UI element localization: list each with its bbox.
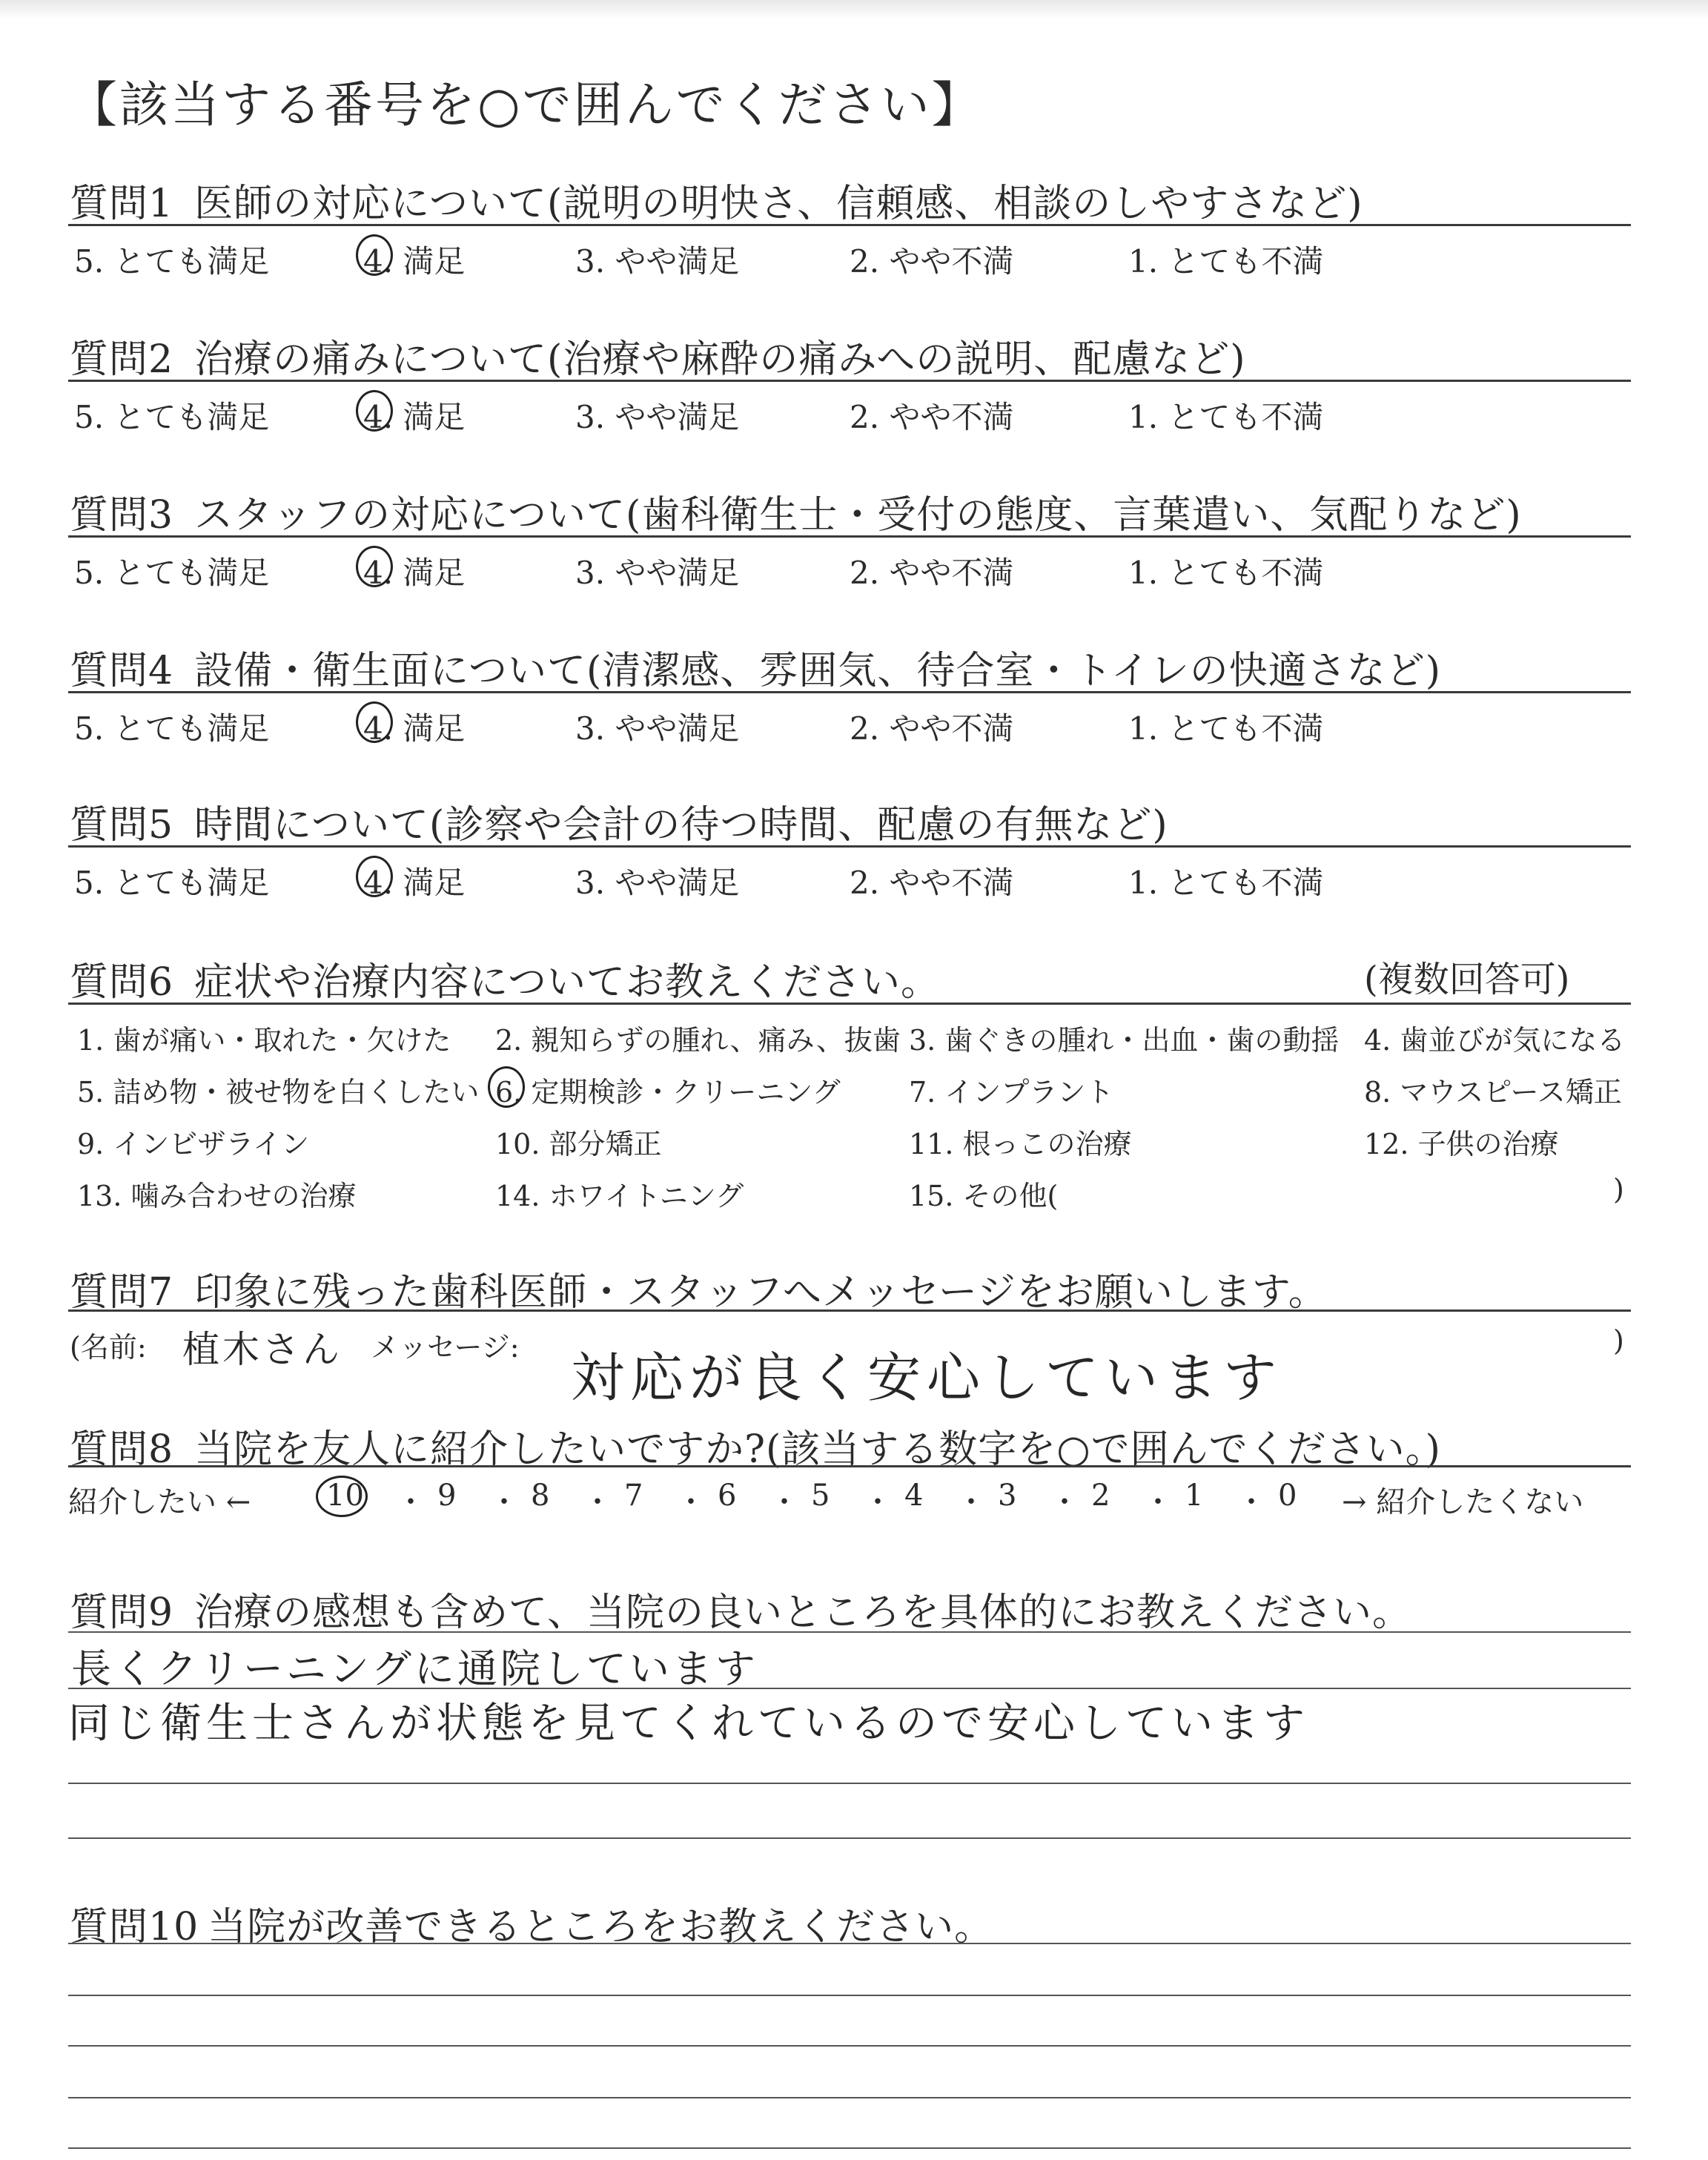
scan-edge — [0, 0, 1708, 19]
option-1[interactable]: 1. とても不満 — [1128, 555, 1324, 591]
question-number: 質問5 — [70, 803, 174, 848]
question-text: スタッフの対応について(歯科衛生士・受付の態度、言葉遣い、気配りなど) — [194, 493, 1522, 538]
divider — [68, 535, 1631, 538]
option-2[interactable]: 2. やや不満 — [850, 555, 1014, 591]
q6-option-7[interactable]: 7. インプラント — [909, 1076, 1114, 1109]
option-3[interactable]: 3. やや満足 — [575, 865, 740, 901]
selection-circle: 4. 満足 — [363, 859, 465, 903]
selection-circle: 4. 満足 — [363, 393, 465, 437]
selection-circle: 4. 満足 — [363, 237, 465, 282]
option-5[interactable]: 5. とても満足 — [74, 243, 270, 280]
q6-option-12[interactable]: 12. 子供の治療 — [1364, 1128, 1559, 1160]
option-2[interactable]: 2. やや不満 — [850, 243, 1014, 280]
question-7-title — [70, 1261, 1328, 1316]
scale-1[interactable]: 1 — [1185, 1479, 1204, 1513]
scale-4[interactable]: 4 — [904, 1479, 924, 1513]
question-text: 設備・衛生面について(清潔感、雰囲気、待合室・トイレの快適さなど) — [194, 649, 1442, 693]
option-1[interactable]: 1. とても不満 — [1128, 243, 1324, 280]
scale-separator: ・ — [769, 1485, 799, 1519]
answer-line — [68, 1631, 1631, 1633]
answer-line — [68, 1943, 1631, 1944]
scale-separator: ・ — [1143, 1485, 1173, 1519]
question-text: 当院を友人に紹介したいですか?(該当する数字を○で囲んでください。) — [194, 1427, 1441, 1472]
option-2[interactable]: 2. やや不満 — [850, 865, 1014, 901]
question-number: 質問3 — [70, 493, 174, 538]
divider — [68, 1309, 1631, 1312]
question-5-title — [70, 793, 1168, 849]
question-number: 質問2 — [70, 337, 174, 382]
q6-option-6-selected[interactable] — [495, 1069, 841, 1110]
q6-option-4[interactable]: 4. 歯並びが気になる — [1364, 1024, 1626, 1057]
q6-option-2[interactable]: 2. 親知らずの腫れ、痛み、抜歯 — [495, 1024, 901, 1057]
q6-option-11[interactable]: 11. 根っこの治療 — [909, 1128, 1132, 1160]
scale-separator: ・ — [583, 1485, 612, 1519]
q6-option-15[interactable]: 15. その他( — [909, 1180, 1059, 1212]
scale-10-selected[interactable] — [326, 1479, 364, 1513]
question-3-title — [70, 483, 1522, 539]
answer-line — [68, 2045, 1631, 2047]
question-text: 印象に残った歯科医師・スタッフへメッセージをお願いします。 — [194, 1270, 1328, 1315]
scale-5[interactable]: 5 — [811, 1479, 830, 1513]
q6-option-1[interactable]: 1. 歯が痛い・取れた・欠けた — [77, 1024, 451, 1057]
q9-answer-line-2[interactable]: 同じ衛生士さんが状態を見てくれているので安心しています — [68, 1700, 1309, 1748]
q6-option-14[interactable]: 14. ホワイトニング — [495, 1180, 744, 1212]
scale-separator: ・ — [396, 1485, 426, 1519]
q6-option-5[interactable]: 5. 詰め物・被せ物を白くしたい — [77, 1076, 480, 1109]
option-2[interactable]: 2. やや不満 — [850, 399, 1014, 435]
option-5[interactable]: 5. とても満足 — [74, 865, 270, 901]
option-4-selected[interactable] — [363, 704, 465, 749]
scale-3[interactable]: 3 — [998, 1479, 1017, 1513]
message-label: メッセージ: — [371, 1331, 520, 1364]
scale-8[interactable]: 8 — [531, 1479, 550, 1513]
q6-option-13[interactable]: 13. 噛み合わせの治療 — [77, 1180, 357, 1212]
option-3[interactable]: 3. やや満足 — [575, 710, 740, 747]
option-4-selected[interactable] — [363, 859, 465, 903]
answer-line — [68, 1837, 1631, 1839]
recommend-left-label: 紹介したい ← — [68, 1485, 251, 1519]
divider — [68, 845, 1631, 848]
question-text: 医師の対応について(説明の明快さ、信頼感、相談のしやすさなど) — [194, 182, 1363, 226]
scale-separator: ・ — [489, 1485, 519, 1519]
scale-2[interactable]: 2 — [1091, 1479, 1110, 1513]
question-1-title — [70, 172, 1363, 228]
question-text: 症状や治療内容についてお教えください。 — [194, 960, 941, 1005]
scale-separator: ・ — [956, 1485, 986, 1519]
question-text: 治療の感想も含めて、当院の良いところを具体的にお教えください。 — [194, 1591, 1412, 1635]
option-3[interactable]: 3. やや満足 — [575, 243, 740, 280]
option-3[interactable]: 3. やや満足 — [575, 555, 740, 591]
q6-other-close-paren: ) — [1613, 1173, 1624, 1206]
question-number: 質問1 — [70, 182, 174, 226]
scale-6[interactable]: 6 — [718, 1479, 737, 1513]
option-3[interactable]: 3. やや満足 — [575, 399, 740, 435]
message-handwritten[interactable]: 対応が良く安心しています — [571, 1347, 1283, 1409]
option-5[interactable]: 5. とても満足 — [74, 555, 270, 591]
option-4-selected[interactable] — [363, 237, 465, 282]
option-5[interactable]: 5. とても満足 — [74, 710, 270, 747]
option-4-selected[interactable] — [363, 549, 465, 593]
scale-separator: ・ — [676, 1485, 706, 1519]
scale-separator: ・ — [863, 1485, 893, 1519]
recommend-right-label: → 紹介したくない — [1342, 1485, 1584, 1519]
name-handwritten[interactable]: 植木さん — [182, 1328, 342, 1371]
scale-0[interactable]: 0 — [1278, 1479, 1297, 1513]
answer-line — [68, 2147, 1631, 2149]
divider — [68, 1003, 1631, 1005]
question-number: 質問7 — [70, 1270, 174, 1315]
divider — [68, 380, 1631, 382]
name-label: (名前: — [70, 1331, 147, 1364]
multiple-answers-note: (複数回答可) — [1364, 959, 1570, 1000]
option-4-selected[interactable] — [363, 393, 465, 437]
question-text: 当院が改善できるところをお教えください。 — [208, 1905, 994, 1949]
scale-separator: ・ — [1050, 1485, 1079, 1519]
scale-9[interactable]: 9 — [437, 1479, 457, 1513]
q6-option-10[interactable]: 10. 部分矯正 — [495, 1128, 662, 1160]
selection-circle: 4. 満足 — [363, 704, 465, 749]
question-number: 質問9 — [70, 1591, 174, 1635]
divider — [68, 224, 1631, 226]
question-2-title — [70, 328, 1246, 383]
answer-line — [68, 1783, 1631, 1784]
q9-answer-line-1[interactable]: 長くクリーニングに通院しています — [71, 1645, 758, 1692]
q6-option-3[interactable]: 3. 歯ぐきの腫れ・出血・歯の動揺 — [909, 1024, 1340, 1057]
q6-option-9[interactable]: 9. インビザライン — [77, 1128, 310, 1160]
divider — [68, 1465, 1631, 1467]
question-number: 質問10 — [70, 1905, 199, 1949]
question-4-title — [70, 639, 1441, 695]
question-text: 治療の痛みについて(治療や麻酔の痛みへの説明、配慮など) — [194, 337, 1246, 382]
question-6-title — [70, 951, 940, 1006]
question-number: 質問8 — [70, 1427, 174, 1472]
option-2[interactable]: 2. やや不満 — [850, 710, 1014, 747]
message-close-paren: ) — [1613, 1324, 1624, 1357]
answer-line — [68, 2097, 1631, 2098]
q6-option-8[interactable]: 8. マウスピース矯正 — [1364, 1076, 1622, 1109]
question-9-title — [70, 1581, 1411, 1636]
selection-circle: 6. 定期検診・クリーニング — [495, 1069, 841, 1110]
option-1[interactable]: 1. とても不満 — [1128, 399, 1324, 435]
option-1[interactable]: 1. とても不満 — [1128, 710, 1324, 747]
selection-circle: 4. 満足 — [363, 549, 465, 593]
option-5[interactable]: 5. とても満足 — [74, 399, 270, 435]
option-1[interactable]: 1. とても不満 — [1128, 865, 1324, 901]
answer-line — [68, 1688, 1631, 1689]
page-title: 【該当する番号を○で囲んでください】 — [68, 76, 983, 133]
question-text: 時間について(診察や会計の待つ時間、配慮の有無など) — [194, 803, 1168, 848]
divider — [68, 691, 1631, 693]
scale-separator: ・ — [1237, 1485, 1266, 1519]
question-number: 質問4 — [70, 649, 174, 693]
selection-circle: 10 — [326, 1479, 364, 1513]
answer-line — [68, 1995, 1631, 1996]
question-number: 質問6 — [70, 960, 174, 1005]
scale-7[interactable]: 7 — [624, 1479, 643, 1513]
